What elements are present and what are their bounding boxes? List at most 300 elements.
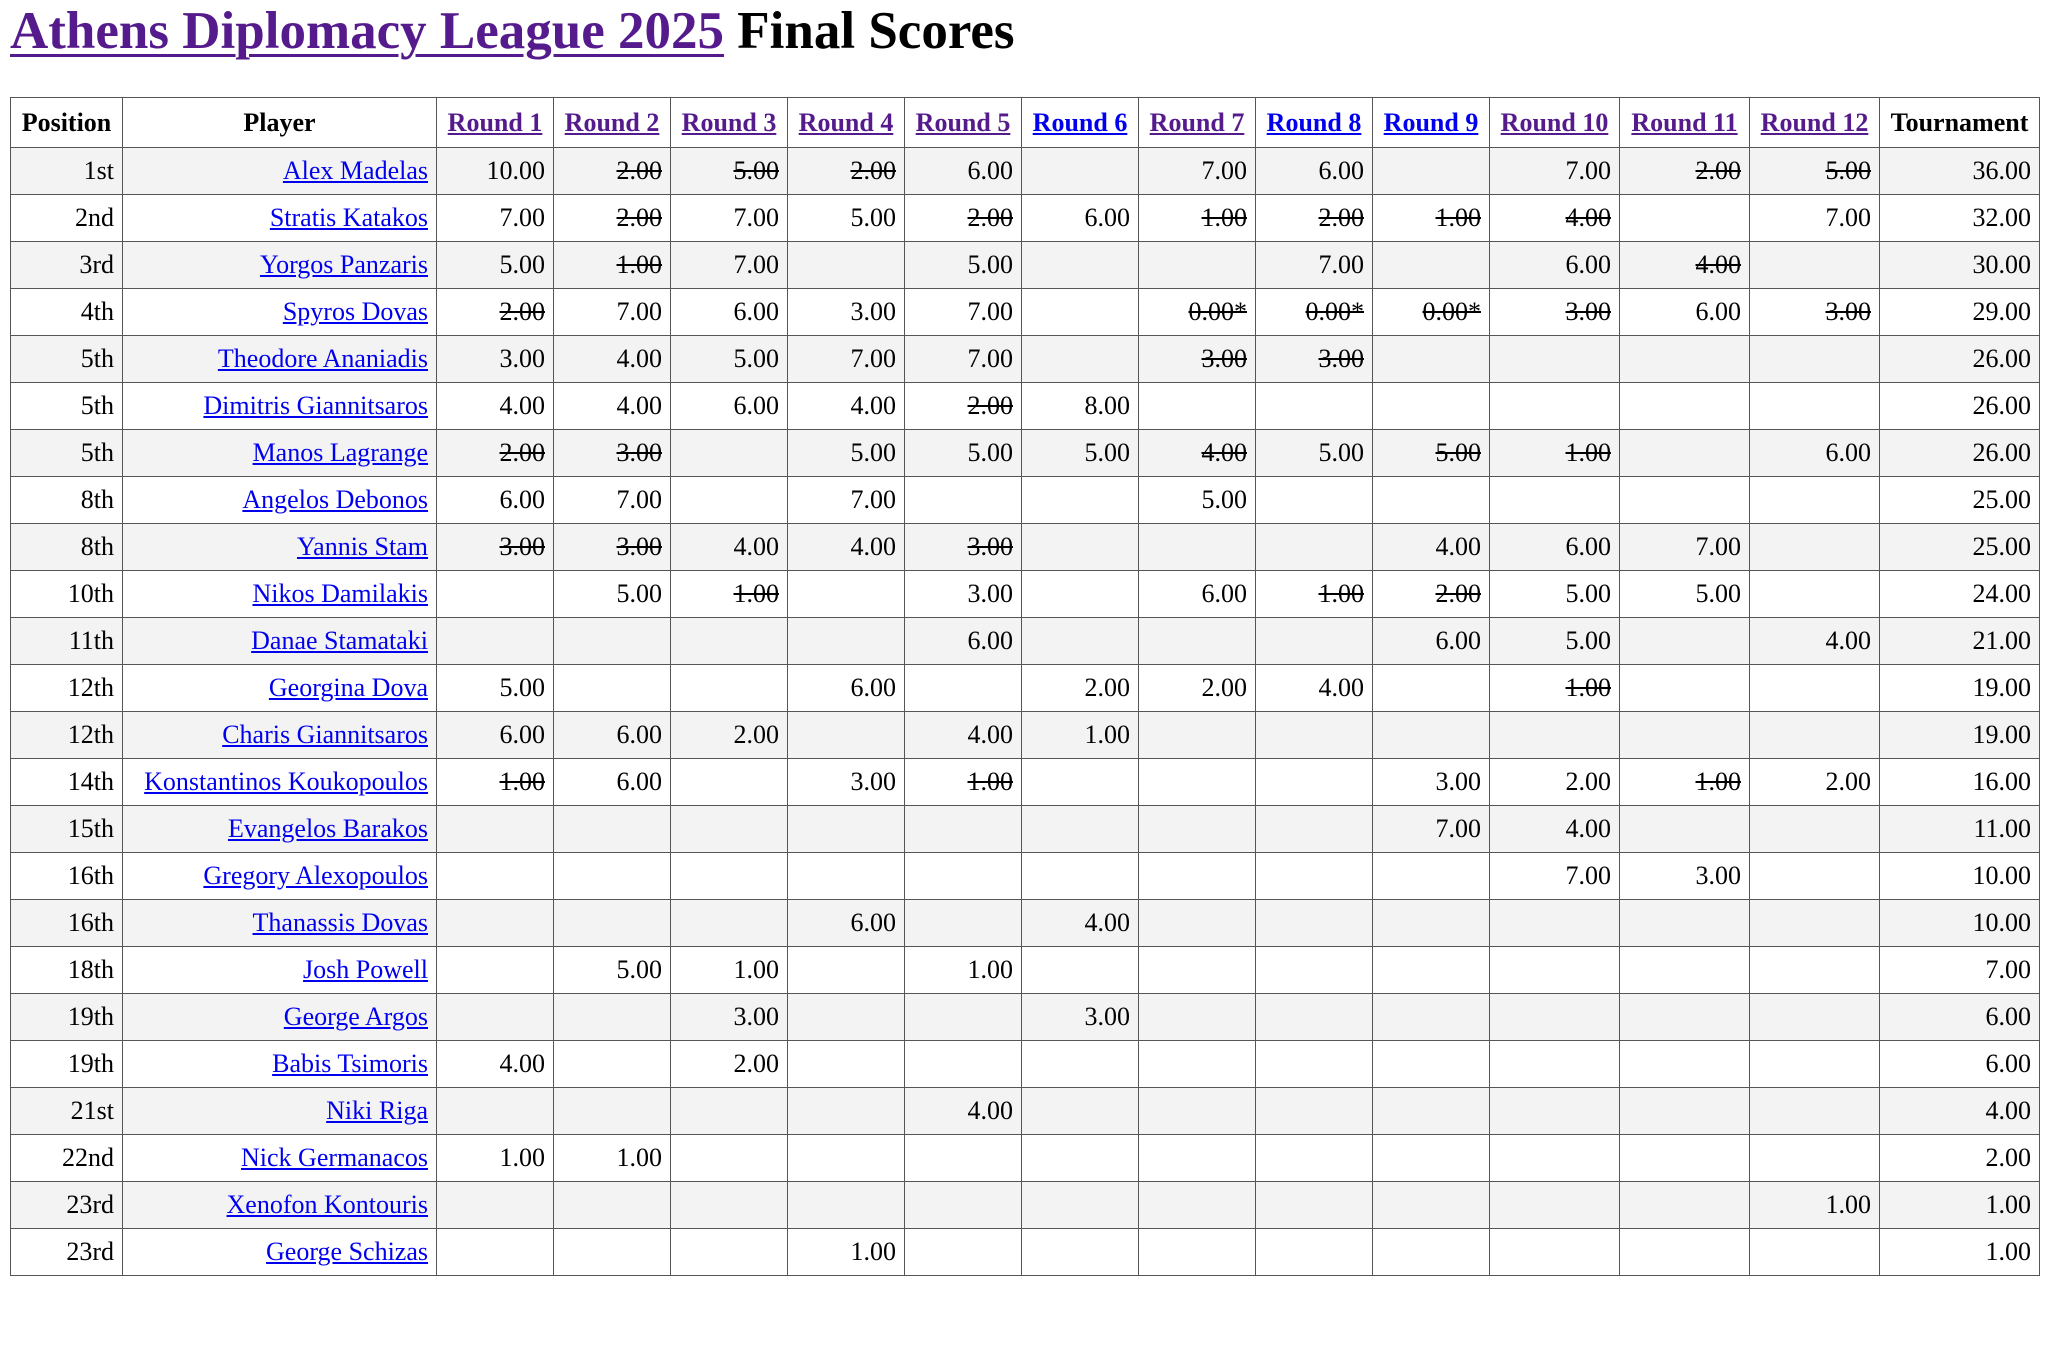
player-cell [123,336,437,383]
round-3-score: 7.00 [671,242,788,289]
round-4-score: 5.00 [788,195,905,242]
round-1-score [437,571,554,618]
round-12-score [1750,853,1880,900]
round-4-score: 3.00 [788,289,905,336]
table-row [11,806,2040,853]
position-cell: 2nd [11,195,123,242]
round-3-score: 2.00 [671,1041,788,1088]
tournament-total: 1.00 [1880,1229,2040,1276]
round-1-score: 1.00 [437,1135,554,1182]
round-2-score [554,1182,671,1229]
player-cell [123,571,437,618]
player-link[interactable]: Dimitris Giannitsaros [203,391,428,420]
table-row [11,289,2040,336]
player-cell [123,947,437,994]
player-cell [123,477,437,524]
round-1-score [437,1182,554,1229]
round-9-score [1373,900,1490,947]
round-12-score [1750,665,1880,712]
round-7-score [1139,712,1256,759]
round-6-score [1022,148,1139,195]
round-3-score: 6.00 [671,289,788,336]
player-link[interactable]: Alex Madelas [282,156,428,185]
round-8-score [1256,759,1373,806]
round-4-score: 4.00 [788,524,905,571]
header-round-8 [1256,98,1373,148]
round-12-score [1750,947,1880,994]
header-player: Player [123,98,437,148]
round-10-score [1490,1182,1620,1229]
player-link[interactable]: Xenofon Kontouris [226,1190,428,1219]
round-12-score [1750,1088,1880,1135]
round-11-link[interactable]: Round 11 [1631,107,1738,137]
player-cell [123,994,437,1041]
round-6-score [1022,571,1139,618]
round-5-score [905,806,1022,853]
round-9-score: 1.00 [1373,195,1490,242]
player-link[interactable]: George Schizas [266,1237,428,1266]
round-6-score [1022,289,1139,336]
round-4-score [788,1088,905,1135]
round-10-score: 7.00 [1490,853,1620,900]
round-7-score [1139,900,1256,947]
player-cell [123,524,437,571]
round-8-score [1256,1182,1373,1229]
round-3-score [671,1229,788,1276]
tournament-total: 36.00 [1880,148,2040,195]
round-8-score: 3.00 [1256,336,1373,383]
player-link[interactable]: Gregory Alexopoulos [203,861,428,890]
tournament-total: 21.00 [1880,618,2040,665]
round-10-link[interactable]: Round 10 [1500,107,1609,137]
round-1-score: 5.00 [437,665,554,712]
round-3-score [671,1182,788,1229]
table-row [11,242,2040,289]
round-9-score [1373,994,1490,1041]
round-5-score [905,1182,1022,1229]
round-2-score: 2.00 [554,195,671,242]
position-cell: 16th [11,900,123,947]
round-12-score: 2.00 [1750,759,1880,806]
round-5-score: 4.00 [905,712,1022,759]
round-8-score [1256,994,1373,1041]
round-3-score: 1.00 [671,947,788,994]
round-5-score: 6.00 [905,148,1022,195]
round-10-score [1490,1088,1620,1135]
round-11-score [1620,806,1750,853]
round-6-score [1022,759,1139,806]
player-link[interactable]: George Argos [283,1002,428,1031]
round-4-score [788,618,905,665]
position-cell: 19th [11,1041,123,1088]
round-7-score [1139,947,1256,994]
round-2-score: 6.00 [554,712,671,759]
round-9-score [1373,336,1490,383]
player-link[interactable]: Evangelos Barakos [227,814,428,843]
round-2-score: 7.00 [554,289,671,336]
round-12-link[interactable]: Round 12 [1760,107,1869,137]
player-link[interactable]: Stratis Katakos [269,203,428,232]
round-3-score: 5.00 [671,148,788,195]
player-link[interactable]: Manos Lagrange [252,438,428,467]
round-2-score: 4.00 [554,336,671,383]
round-7-score [1139,759,1256,806]
round-2-score: 6.00 [554,759,671,806]
round-3-score [671,900,788,947]
tournament-total: 6.00 [1880,994,2040,1041]
round-2-link[interactable]: Round 2 [564,107,660,137]
player-link[interactable]: Theodore Ananiadis [217,344,428,373]
round-5-link[interactable]: Round 5 [915,107,1011,137]
round-6-score [1022,853,1139,900]
round-8-link[interactable]: Round 8 [1266,107,1362,137]
round-7-score [1139,383,1256,430]
round-11-score: 5.00 [1620,571,1750,618]
round-1-score: 7.00 [437,195,554,242]
round-10-score: 1.00 [1490,665,1620,712]
round-7-score: 2.00 [1139,665,1256,712]
round-1-score: 1.00 [437,759,554,806]
tournament-total: 11.00 [1880,806,2040,853]
round-3-score: 6.00 [671,383,788,430]
tournament-total: 1.00 [1880,1182,2040,1229]
round-3-link[interactable]: Round 3 [681,107,777,137]
player-cell [123,1229,437,1276]
league-link[interactable]: Athens Diplomacy League 2025 [10,2,725,60]
round-5-score: 2.00 [905,195,1022,242]
round-9-score [1373,947,1490,994]
round-10-score: 7.00 [1490,148,1620,195]
round-3-score: 3.00 [671,994,788,1041]
round-12-score [1750,806,1880,853]
table-row [11,712,2040,759]
round-2-score [554,1229,671,1276]
round-8-score [1256,477,1373,524]
round-1-score [437,806,554,853]
round-4-score [788,1182,905,1229]
round-7-score: 0.00* [1139,289,1256,336]
player-cell [123,900,437,947]
round-11-score: 2.00 [1620,148,1750,195]
round-11-score [1620,336,1750,383]
table-row [11,571,2040,618]
round-5-score [905,665,1022,712]
round-6-score [1022,477,1139,524]
table-row [11,994,2040,1041]
player-cell [123,665,437,712]
round-1-score [437,1229,554,1276]
round-10-score: 2.00 [1490,759,1620,806]
round-5-score [905,994,1022,1041]
round-9-score [1373,477,1490,524]
round-5-score: 6.00 [905,618,1022,665]
round-12-score [1750,571,1880,618]
round-11-score [1620,665,1750,712]
header-round-12 [1750,98,1880,148]
round-10-score: 1.00 [1490,430,1620,477]
round-6-score: 5.00 [1022,430,1139,477]
round-1-score: 4.00 [437,1041,554,1088]
table-row [11,148,2040,195]
round-5-score: 3.00 [905,571,1022,618]
round-3-score [671,665,788,712]
round-10-score: 3.00 [1490,289,1620,336]
position-cell: 12th [11,712,123,759]
round-12-score [1750,994,1880,1041]
player-link[interactable]: Nick Germanacos [241,1143,428,1172]
tournament-total: 32.00 [1880,195,2040,242]
player-cell [123,148,437,195]
player-cell [123,759,437,806]
player-cell [123,1088,437,1135]
round-2-score: 1.00 [554,242,671,289]
round-2-score: 7.00 [554,477,671,524]
round-4-score [788,571,905,618]
round-1-score: 6.00 [437,712,554,759]
player-link[interactable]: Babis Tsimoris [272,1049,428,1078]
round-11-score [1620,618,1750,665]
tournament-total: 10.00 [1880,853,2040,900]
round-4-link[interactable]: Round 4 [798,107,894,137]
player-cell [123,806,437,853]
round-2-score: 1.00 [554,1135,671,1182]
round-2-score: 3.00 [554,430,671,477]
position-cell: 8th [11,477,123,524]
round-7-score: 7.00 [1139,148,1256,195]
round-7-score [1139,806,1256,853]
table-row [11,1229,2040,1276]
round-11-score [1620,195,1750,242]
round-10-score [1490,712,1620,759]
round-3-score: 1.00 [671,571,788,618]
player-link[interactable]: Nikos Damilakis [252,579,428,608]
round-1-score [437,994,554,1041]
round-9-score: 6.00 [1373,618,1490,665]
round-9-score [1373,242,1490,289]
tournament-total: 26.00 [1880,383,2040,430]
round-4-score: 6.00 [788,665,905,712]
player-link[interactable]: Thanassis Dovas [252,908,428,937]
round-4-score [788,994,905,1041]
round-8-score: 5.00 [1256,430,1373,477]
round-2-score: 2.00 [554,148,671,195]
round-7-link[interactable]: Round 7 [1149,107,1245,137]
header-round-2 [554,98,671,148]
round-8-score [1256,524,1373,571]
round-4-score [788,853,905,900]
player-link[interactable]: Georgina Dova [268,673,428,702]
table-row [11,900,2040,947]
round-6-score [1022,1229,1139,1276]
player-link[interactable]: Josh Powell [303,955,428,984]
round-7-score: 1.00 [1139,195,1256,242]
round-4-score: 7.00 [788,477,905,524]
round-10-score [1490,477,1620,524]
round-6-link[interactable]: Round 6 [1032,107,1128,137]
position-cell: 23rd [11,1229,123,1276]
round-9-score [1373,1088,1490,1135]
position-cell: 22nd [11,1135,123,1182]
tournament-total: 10.00 [1880,900,2040,947]
round-10-score [1490,1041,1620,1088]
round-7-score [1139,853,1256,900]
player-cell [123,383,437,430]
round-1-score: 2.00 [437,289,554,336]
round-6-score: 1.00 [1022,712,1139,759]
round-6-score [1022,242,1139,289]
round-12-score [1750,383,1880,430]
tournament-total: 25.00 [1880,524,2040,571]
player-cell [123,1182,437,1229]
tournament-total: 4.00 [1880,1088,2040,1135]
player-link[interactable]: Danae Stamataki [251,626,428,655]
round-11-score [1620,1182,1750,1229]
position-cell: 4th [11,289,123,336]
round-7-score: 5.00 [1139,477,1256,524]
position-cell: 5th [11,383,123,430]
tournament-total: 24.00 [1880,571,2040,618]
round-7-score [1139,1182,1256,1229]
position-cell: 8th [11,524,123,571]
player-cell [123,289,437,336]
round-9-score [1373,1229,1490,1276]
position-cell: 15th [11,806,123,853]
round-4-score: 3.00 [788,759,905,806]
round-3-score: 7.00 [671,195,788,242]
player-link[interactable]: Yorgos Panzaris [259,250,428,279]
player-cell [123,1041,437,1088]
round-7-score [1139,1041,1256,1088]
round-4-score: 6.00 [788,900,905,947]
table-row [11,618,2040,665]
round-10-score: 4.00 [1490,806,1620,853]
round-1-link[interactable]: Round 1 [447,107,543,137]
player-link[interactable]: Konstantinos Koukopoulos [144,767,428,796]
position-cell: 23rd [11,1182,123,1229]
round-6-score [1022,618,1139,665]
round-8-score [1256,947,1373,994]
round-8-score: 6.00 [1256,148,1373,195]
scores-table [10,97,2040,1276]
round-6-score: 6.00 [1022,195,1139,242]
round-12-score: 4.00 [1750,618,1880,665]
round-9-link[interactable]: Round 9 [1383,107,1479,137]
round-5-score [905,900,1022,947]
round-7-score [1139,242,1256,289]
tournament-total: 30.00 [1880,242,2040,289]
round-8-score [1256,1041,1373,1088]
table-row [11,1135,2040,1182]
round-9-score [1373,712,1490,759]
round-8-score: 1.00 [1256,571,1373,618]
round-10-score: 6.00 [1490,242,1620,289]
table-row [11,1088,2040,1135]
round-4-score [788,242,905,289]
tournament-total: 19.00 [1880,665,2040,712]
round-9-score: 2.00 [1373,571,1490,618]
round-9-score [1373,853,1490,900]
position-cell: 1st [11,148,123,195]
round-10-score [1490,1135,1620,1182]
player-link[interactable]: Spyros Dovas [282,297,428,326]
position-cell: 18th [11,947,123,994]
round-3-score [671,1088,788,1135]
round-9-score: 7.00 [1373,806,1490,853]
table-row [11,430,2040,477]
tournament-total: 25.00 [1880,477,2040,524]
round-5-score: 4.00 [905,1088,1022,1135]
round-8-score [1256,806,1373,853]
player-cell [123,242,437,289]
round-7-score [1139,1135,1256,1182]
player-link[interactable]: Angelos Debonos [242,485,428,514]
round-5-score: 1.00 [905,947,1022,994]
round-7-score: 3.00 [1139,336,1256,383]
round-2-score: 5.00 [554,571,671,618]
player-link[interactable]: Niki Riga [326,1096,428,1125]
round-10-score: 5.00 [1490,618,1620,665]
round-10-score: 4.00 [1490,195,1620,242]
player-link[interactable]: Charis Giannitsaros [222,720,428,749]
header-round-3 [671,98,788,148]
round-3-score [671,430,788,477]
player-link[interactable]: Yannis Stam [296,532,428,561]
round-1-score [437,853,554,900]
round-11-score [1620,712,1750,759]
round-3-score: 4.00 [671,524,788,571]
round-11-score: 3.00 [1620,853,1750,900]
round-4-score [788,1041,905,1088]
table-row [11,524,2040,571]
round-1-score: 3.00 [437,524,554,571]
header-row [11,98,2040,148]
page-title-suffix: Final Scores [737,2,1015,60]
round-7-score [1139,524,1256,571]
round-1-score: 4.00 [437,383,554,430]
round-5-score [905,1041,1022,1088]
round-1-score: 3.00 [437,336,554,383]
tournament-total: 16.00 [1880,759,2040,806]
table-row [11,336,2040,383]
round-5-score: 5.00 [905,242,1022,289]
round-12-score [1750,1229,1880,1276]
tournament-total: 29.00 [1880,289,2040,336]
round-12-score: 7.00 [1750,195,1880,242]
round-2-score [554,900,671,947]
table-row [11,477,2040,524]
round-4-score: 2.00 [788,148,905,195]
round-8-score [1256,1135,1373,1182]
table-row [11,383,2040,430]
round-6-score [1022,1041,1139,1088]
round-5-score [905,853,1022,900]
round-11-score [1620,1088,1750,1135]
round-9-score [1373,383,1490,430]
position-cell: 16th [11,853,123,900]
round-9-score [1373,1041,1490,1088]
round-8-score [1256,383,1373,430]
round-7-score [1139,1229,1256,1276]
round-11-score [1620,383,1750,430]
round-6-score: 2.00 [1022,665,1139,712]
round-11-score [1620,430,1750,477]
round-8-score: 7.00 [1256,242,1373,289]
page-title [10,0,1015,62]
position-cell: 11th [11,618,123,665]
round-4-score: 7.00 [788,336,905,383]
header-tournament: Tournament [1880,98,2040,148]
round-4-score: 4.00 [788,383,905,430]
